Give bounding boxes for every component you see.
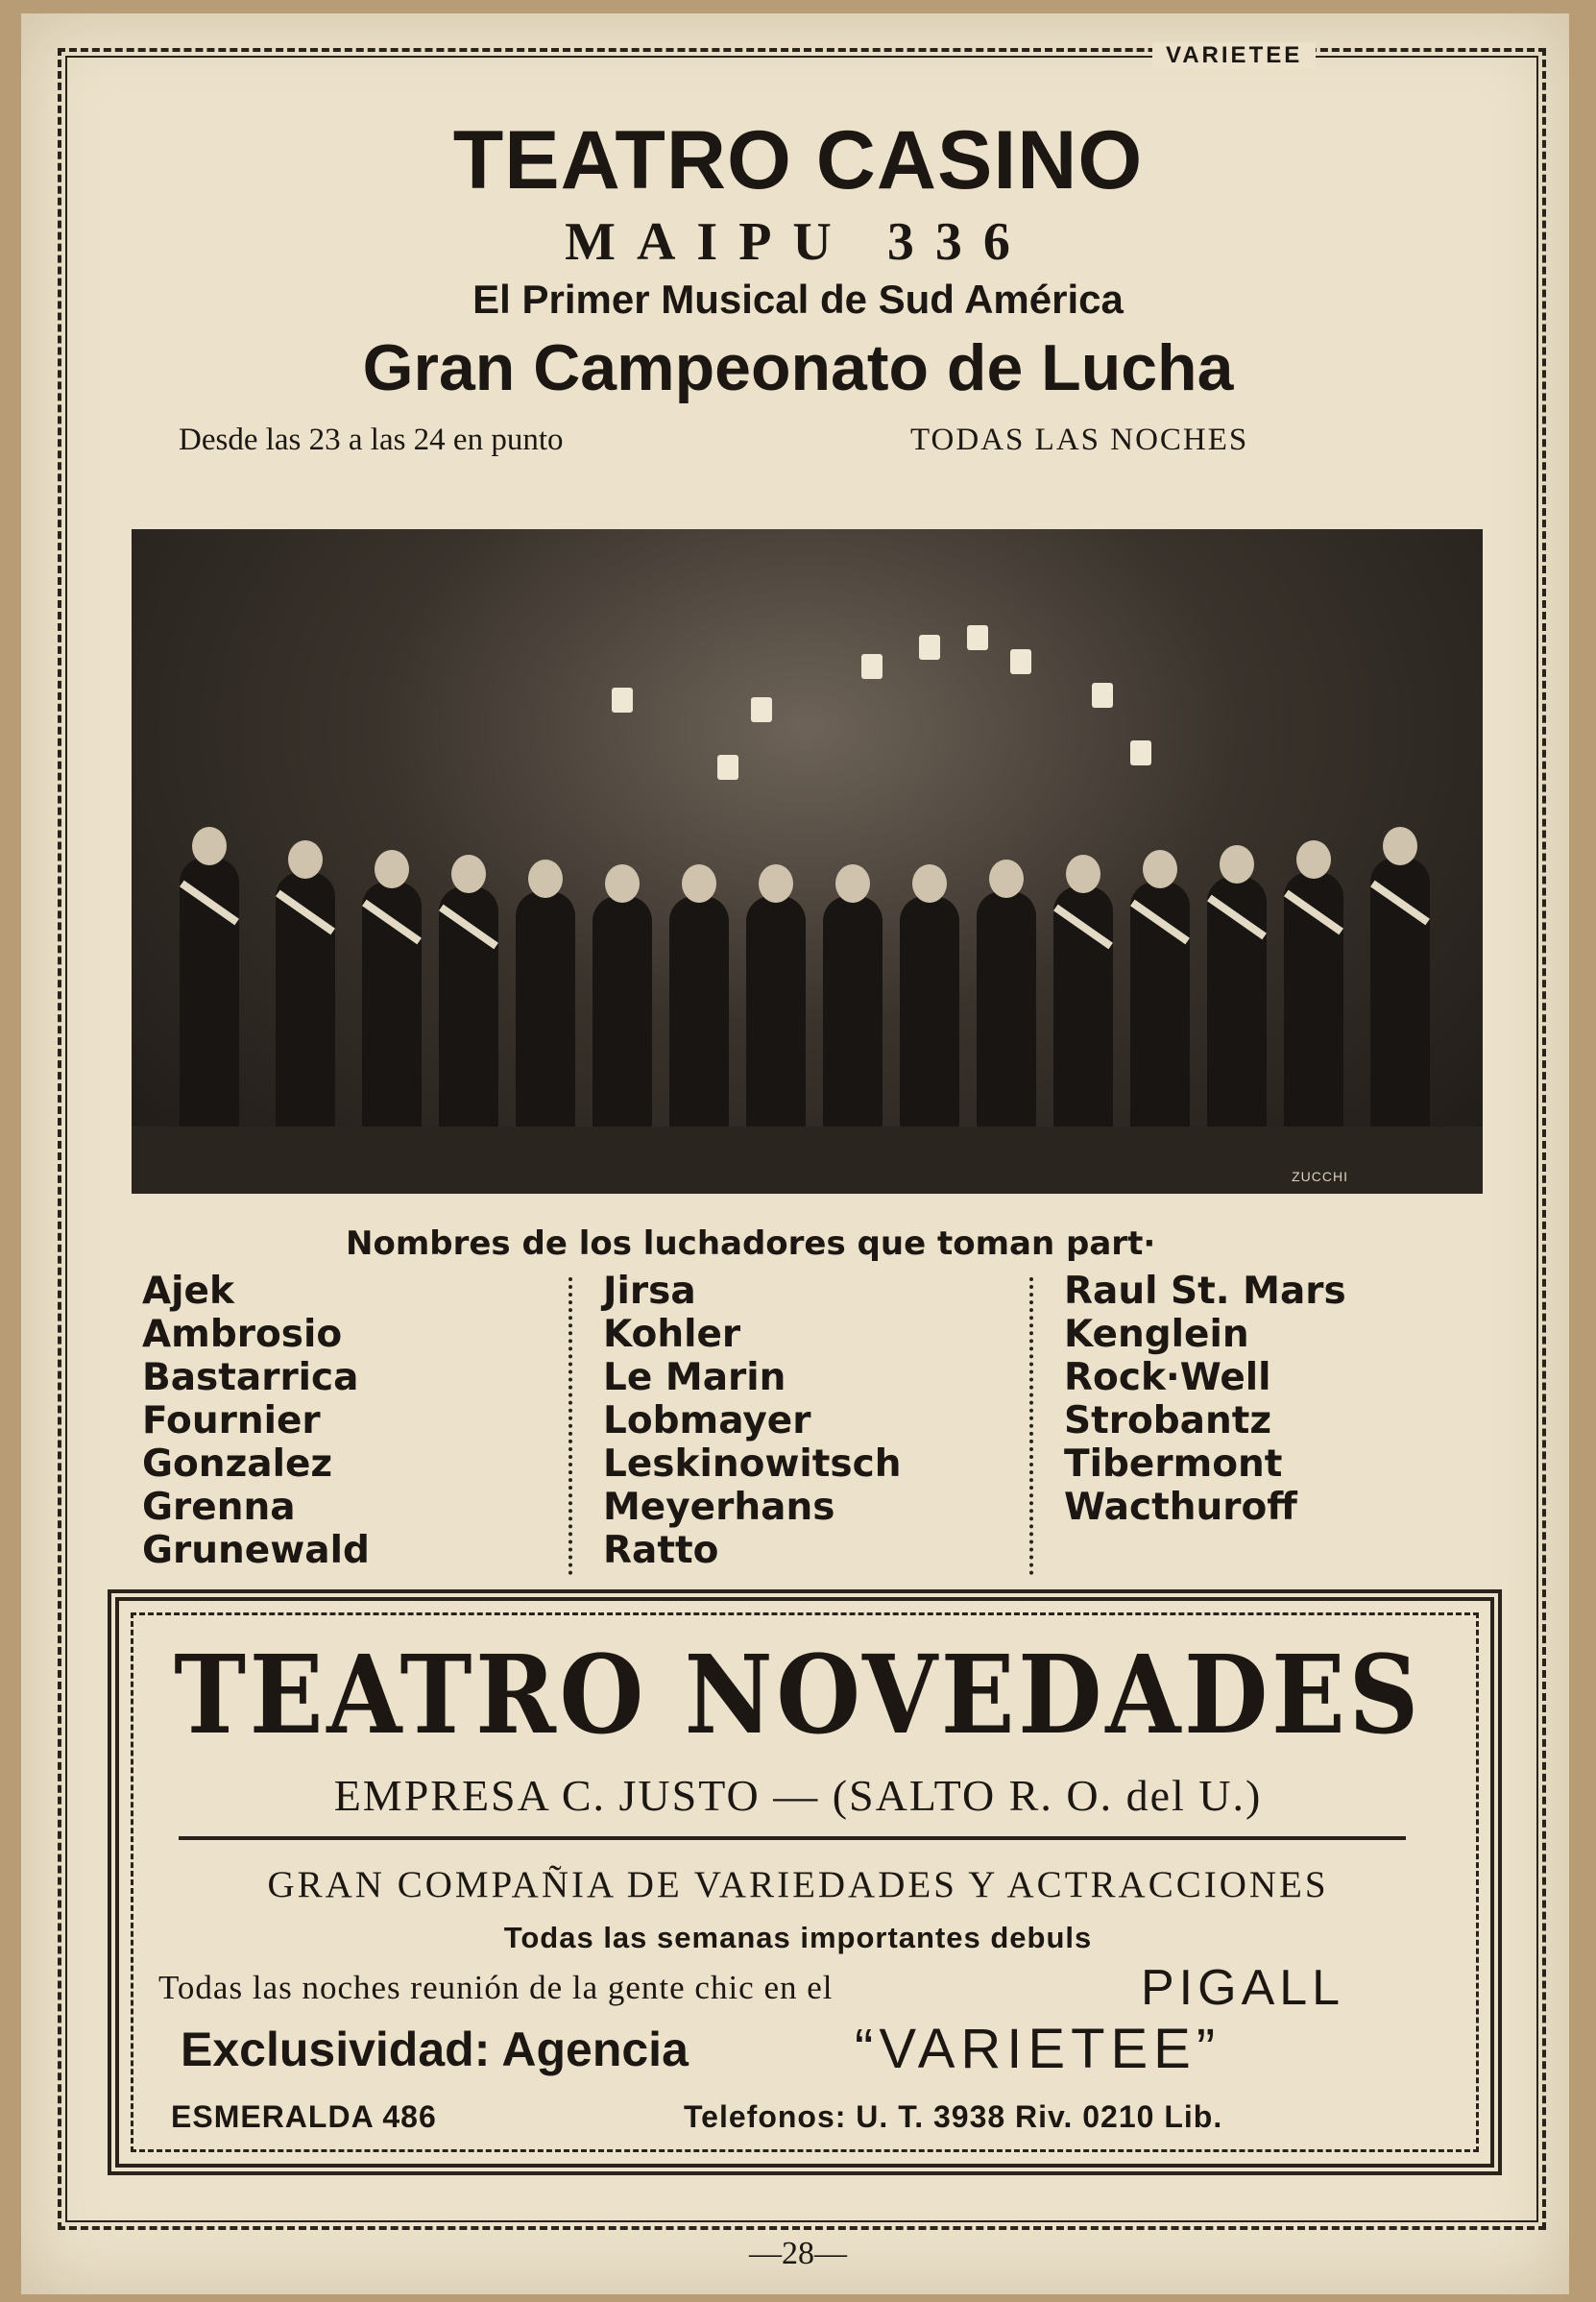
teatro-casino-subtitle: El Primer Musical de Sud América <box>472 277 1124 322</box>
exclusividad-label: Exclusividad: Agencia <box>181 2023 689 2076</box>
pigall-name: PIGALL <box>1141 1960 1345 2016</box>
teatro-casino-address: MAIPU 336 <box>565 212 1031 272</box>
schedule-frequency: TODAS LAS NOCHES <box>910 423 1249 457</box>
novedades-noches: Todas las noches reunión de la gente chic en el <box>158 1969 834 2006</box>
list-item: Ambrosio <box>142 1313 343 1356</box>
list-item: Grenna <box>142 1486 296 1529</box>
wrestlers-heading: Nombres de los luchadores que toman part· <box>346 1224 1156 1263</box>
list-item: Bastarrica <box>142 1356 359 1399</box>
wrestler-list-3 <box>1064 1270 1346 1529</box>
novedades-empresa: EMPRESA C. JUSTO — (SALTO R. O. del U.) <box>333 1771 1263 1820</box>
agency-address: ESMERALDA 486 <box>171 2099 437 2134</box>
novedades-compania: GRAN COMPAÑIA DE VARIEDADES Y ACTRACCIONES <box>267 1864 1329 1905</box>
list-item: Gonzalez <box>142 1442 333 1486</box>
event-title: Gran Campeonato de Lucha <box>362 331 1234 404</box>
list-item: Grunewald <box>142 1529 370 1572</box>
page-number: —28— <box>749 2236 847 2271</box>
wrestlers-photo <box>132 529 1483 1194</box>
list-item: Jirsa <box>603 1270 696 1313</box>
novedades-title: TEATRO NOVEDADES <box>174 1633 1422 1758</box>
list-item: Fournier <box>142 1399 321 1442</box>
list-item: Strobantz <box>1064 1399 1272 1442</box>
wrestler-list-1 <box>142 1270 370 1572</box>
list-item: Ratto <box>603 1529 719 1572</box>
list-item: Wacthuroff <box>1064 1486 1297 1529</box>
teatro-casino-title: TEATRO CASINO <box>452 114 1144 206</box>
list-item: Kohler <box>603 1313 741 1356</box>
list-item: Kenglein <box>1064 1313 1249 1356</box>
schedule-time: Desde las 23 a las 24 en punto <box>179 423 564 457</box>
column-divider <box>1029 1277 1033 1575</box>
list-item: Meyerhans <box>603 1486 835 1529</box>
list-item: Tibermont <box>1064 1442 1283 1486</box>
horizontal-rule <box>179 1836 1406 1840</box>
list-item: Rock·Well <box>1064 1356 1271 1399</box>
list-item: Leskinowitsch <box>603 1442 902 1486</box>
wrestler-list-2 <box>603 1270 902 1572</box>
column-divider <box>568 1277 572 1575</box>
brand-tag: VARIETEE <box>1152 42 1316 69</box>
list-item: Raul St. Mars <box>1064 1270 1346 1313</box>
list-item: Lobmayer <box>603 1399 811 1442</box>
novedades-semanas: Todas las semanas importantes debuls <box>503 1921 1093 1954</box>
photo-credit: ZUCCHI <box>1292 1169 1348 1184</box>
list-item: Le Marin <box>603 1356 786 1399</box>
agencia-varietee: “VARIETEE” <box>855 2018 1221 2080</box>
agency-phones: Telefonos: U. T. 3938 Riv. 0210 Lib. <box>684 2099 1223 2134</box>
list-item: Ajek <box>142 1270 234 1313</box>
